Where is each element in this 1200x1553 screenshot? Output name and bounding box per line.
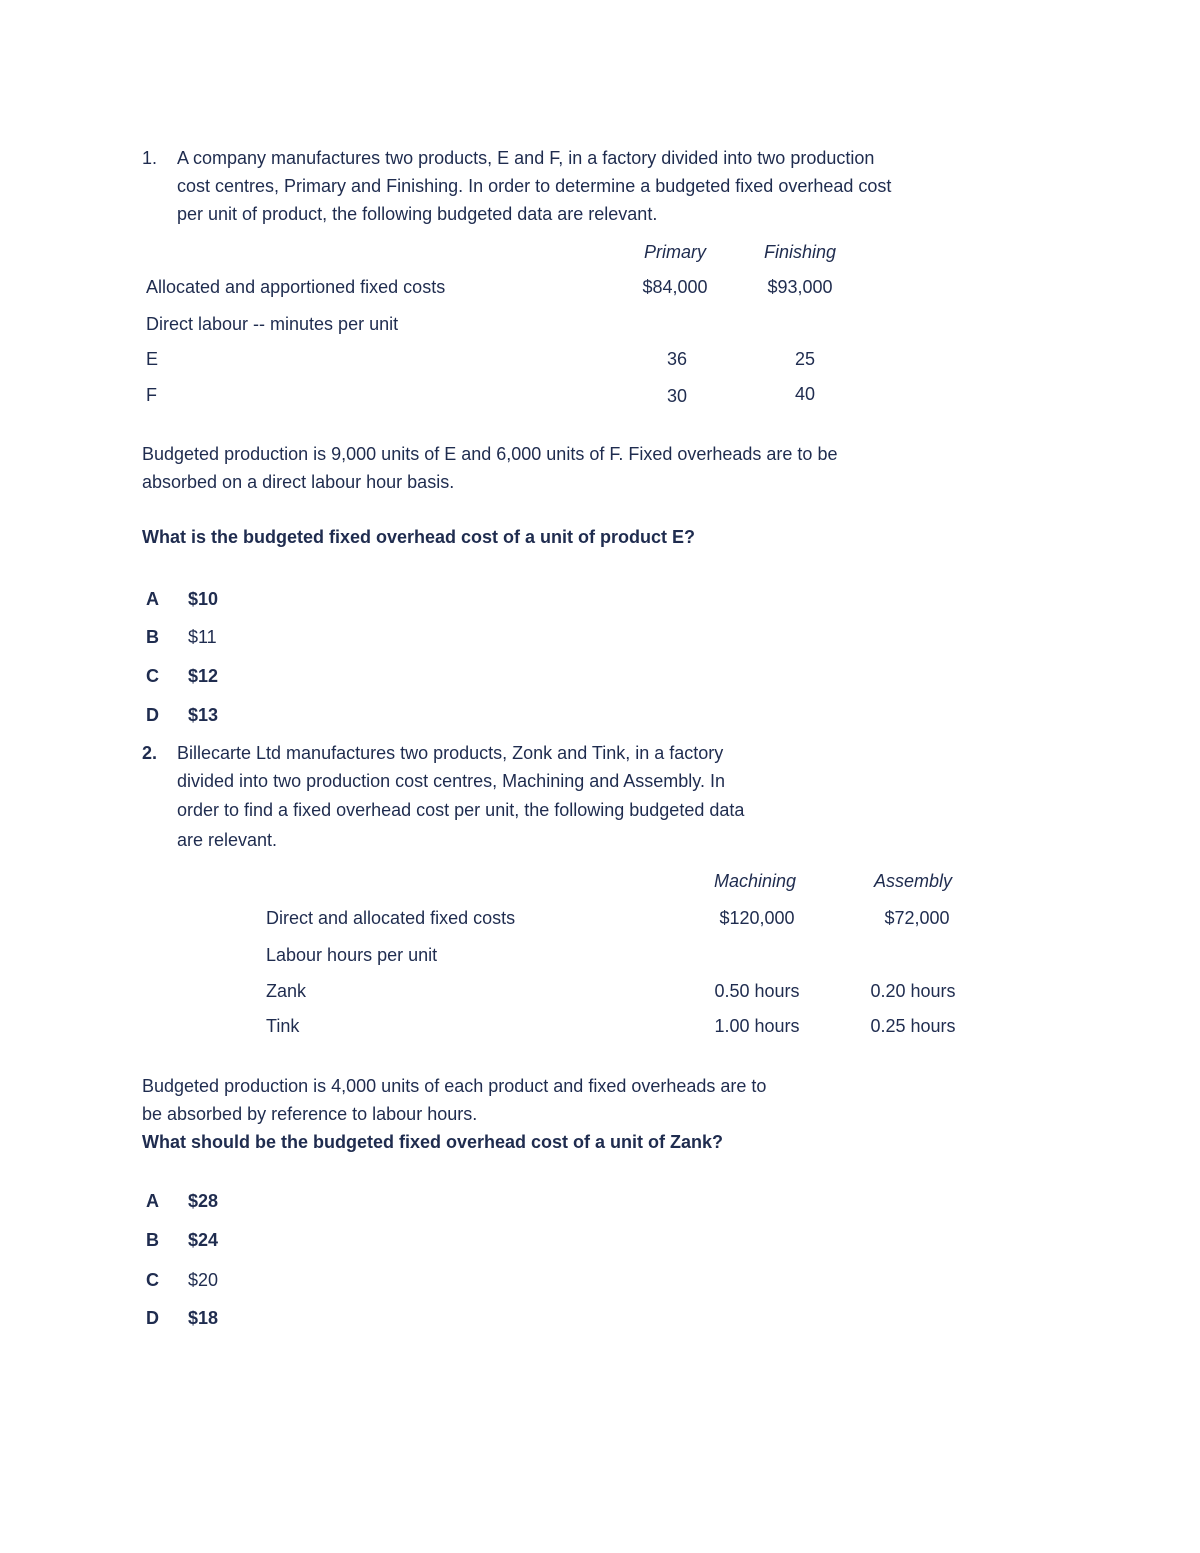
q1-number: 1. bbox=[142, 148, 158, 168]
q1-option-text: $11 bbox=[188, 627, 217, 647]
q2-stem-line: order to find a fixed overhead cost per unit, the following budgeted data bbox=[177, 800, 745, 820]
q1-stem-line: cost centres, Primary and Finishing. In order to determine a budgeted fixed overhead cost bbox=[177, 176, 892, 196]
q2-row-label: Direct and allocated fixed costs bbox=[266, 908, 516, 928]
q2-stem-line: are relevant. bbox=[177, 830, 278, 850]
q2-option-letter: C bbox=[146, 1270, 159, 1290]
q1-option-text: $13 bbox=[188, 705, 219, 725]
q1-after-line: Budgeted production is 9,000 units of E and 6,000 units of F. Fixed overheads are to be bbox=[142, 444, 838, 464]
q2-cell: $72,000 bbox=[884, 908, 950, 928]
q2-option-text: $24 bbox=[188, 1230, 219, 1250]
q2-option-letter: B bbox=[146, 1230, 159, 1250]
q1-row-label: Direct labour -- minutes per unit bbox=[146, 314, 399, 334]
q1-option-text: $12 bbox=[188, 666, 219, 686]
q1-header-primary: Primary bbox=[644, 242, 706, 262]
q1-cell: $93,000 bbox=[767, 277, 833, 297]
q2-row-label: Tink bbox=[266, 1016, 300, 1036]
q2-cell: 0.20 hours bbox=[870, 981, 956, 1001]
q2-cell: 0.50 hours bbox=[714, 981, 800, 1001]
q1-row-label: E bbox=[146, 349, 159, 369]
q2-after-line: Budgeted production is 4,000 units of each product and fixed overheads are to bbox=[142, 1076, 767, 1096]
q2-cell: 0.25 hours bbox=[870, 1016, 956, 1036]
q2-stem-line: Billecarte Ltd manufactures two products, Zonk and Tink, in a factory bbox=[177, 743, 724, 763]
q1-stem-line: per unit of product, the following budgeted data are relevant. bbox=[177, 204, 658, 224]
q2-row-label: Zank bbox=[266, 981, 307, 1001]
q2-stem-line: divided into two production cost centres, Machining and Assembly. In bbox=[177, 771, 725, 791]
q1-after-line: absorbed on a direct labour hour basis. bbox=[142, 472, 455, 492]
q1-row-label: Allocated and apportioned fixed costs bbox=[146, 277, 446, 297]
q1-cell: 25 bbox=[794, 349, 816, 369]
q1-cell: $84,000 bbox=[642, 277, 708, 297]
q2-cell: 1.00 hours bbox=[714, 1016, 800, 1036]
q2-header-machining: Machining bbox=[713, 871, 797, 891]
q2-number: 2. bbox=[142, 743, 158, 763]
q2-option-text: $20 bbox=[188, 1270, 219, 1290]
q1-cell: 40 bbox=[794, 384, 816, 404]
q1-option-letter: D bbox=[146, 705, 159, 725]
q1-option-letter: A bbox=[146, 589, 159, 609]
q2-cell: $120,000 bbox=[719, 908, 795, 928]
q1-option-text: $10 bbox=[188, 589, 219, 609]
q2-row-label: Labour hours per unit bbox=[266, 945, 438, 965]
q2-option-letter: D bbox=[146, 1308, 159, 1328]
q1-row-label: F bbox=[146, 385, 157, 405]
q2-option-text: $28 bbox=[188, 1191, 219, 1211]
q1-stem-line: A company manufactures two products, E and F, in a factory divided into two production bbox=[177, 148, 875, 168]
q2-after-line: be absorbed by reference to labour hours. bbox=[142, 1104, 478, 1124]
q2-question: What should be the budgeted fixed overhead cost of a unit of Zank? bbox=[142, 1132, 724, 1152]
q2-option-text: $18 bbox=[188, 1308, 219, 1328]
q1-cell: 36 bbox=[666, 349, 688, 369]
q1-cell: 30 bbox=[666, 386, 688, 406]
q1-option-letter: B bbox=[146, 627, 159, 647]
q2-header-assembly: Assembly bbox=[873, 871, 953, 891]
q1-question: What is the budgeted fixed overhead cost of a unit of product E? bbox=[142, 527, 696, 547]
q1-option-letter: C bbox=[146, 666, 159, 686]
q2-option-letter: A bbox=[146, 1191, 159, 1211]
q1-header-finishing: Finishing bbox=[763, 242, 837, 262]
